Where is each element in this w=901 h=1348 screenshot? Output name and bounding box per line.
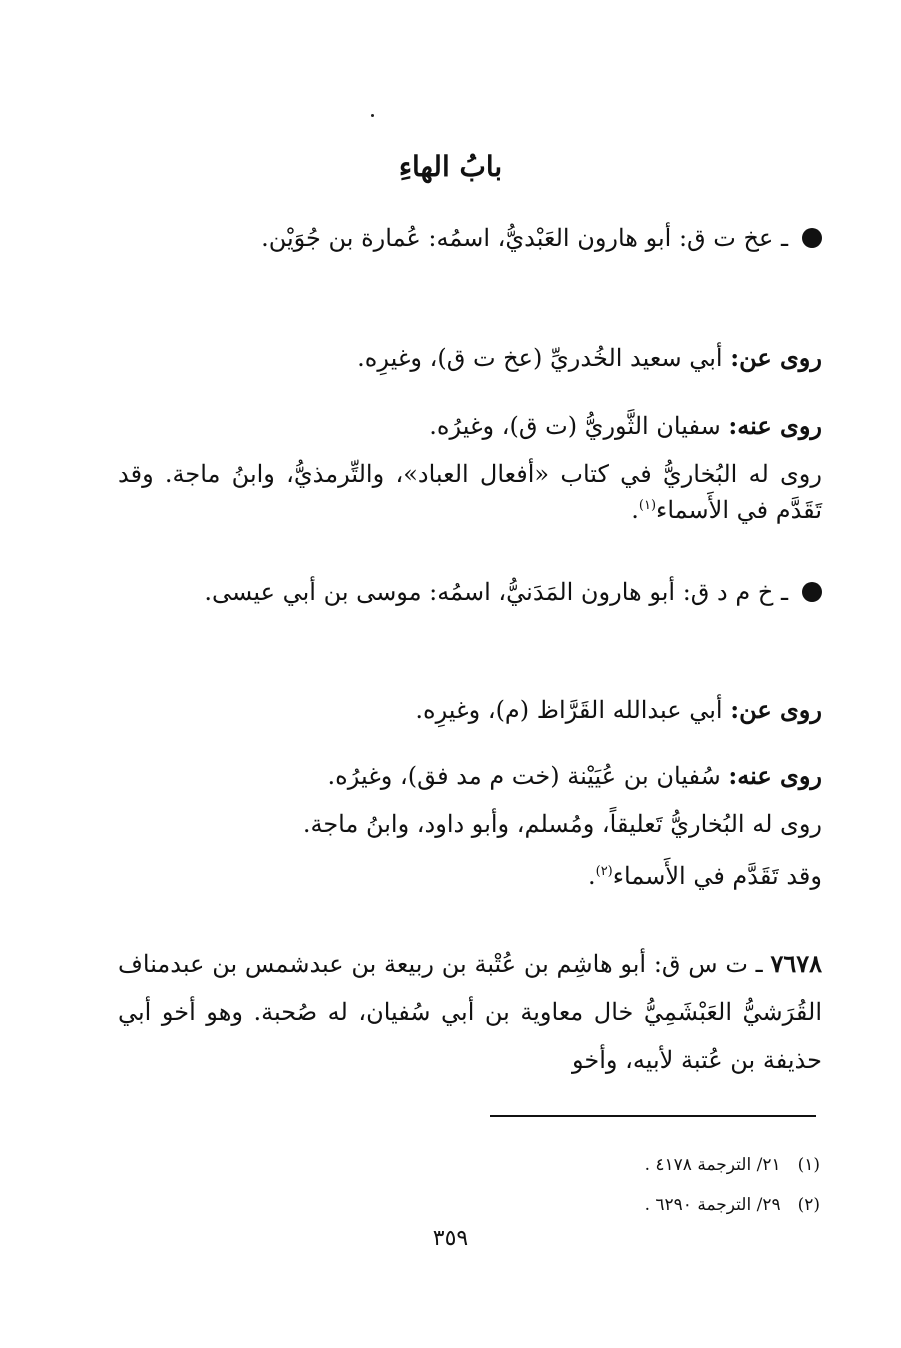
chapter-title: بابُ الهاءِ: [398, 150, 503, 183]
narration-line: وقد تَقَدَّم في الأَسماء$^{(٢)}$.: [587, 862, 822, 890]
footnote-number: (١): [797, 1155, 820, 1175]
entry-heading: [118, 574, 822, 610]
footnote: [470, 1145, 820, 1185]
narrated-from-label: روى عن:: [730, 343, 822, 372]
footnote: [470, 1185, 820, 1225]
entry-abu-harun-madani: [118, 574, 822, 610]
narrated-by-label: روى عنه:: [728, 411, 822, 440]
narration-text: روى له البُخاريُّ في كتاب «أفعال العباد»، والتِّرمذيُّ، وابنُ ماجة. وقد تَقَدَّم في الأَسماء: [118, 460, 822, 524]
bullet-icon: [802, 228, 822, 248]
narrated-by-text: سُفيان بن عُيَيْنة (خت م مد فق)، وغيرُه.: [327, 762, 721, 790]
footnote-text: ٢٩/ الترجمة ٦٢٩٠ .: [644, 1195, 781, 1215]
footnote-number: (٢): [797, 1195, 820, 1215]
narrated-from-line: [118, 340, 822, 376]
bullet-icon: [802, 582, 822, 602]
narration-text: وقد تَقَدَّم في الأَسماء: [612, 862, 822, 890]
footnote-text: ٢١/ الترجمة ٤١٧٨ .: [644, 1155, 781, 1175]
narrated-from-label: روى عن:: [730, 695, 822, 724]
entry-7678: [118, 940, 822, 1084]
entry-text: ـ ت س ق: أبو هاشِم بن عُتْبة بن ربيعة بن عبدشمس بن عبدمناف القُرَشيُّ العَبْشَمِيُّ خال معاوية بن أبي سُفيان، له صُحبة. وهو أخو أبي حذيفة بن عُتبة لأبيه، وأخو: [118, 950, 822, 1074]
entry-heading: [118, 220, 822, 256]
entry-heading-text: ـ خ م د ق: أبو هارون المَدَنيُّ، اسمُه: موسى بن أبي عيسى.: [204, 578, 788, 606]
footnotes: [470, 1145, 820, 1225]
entry-heading-text: ـ عخ ت ق: أبو هارون العَبْديُّ، اسمُه: عُمارة بن جُوَيْن.: [261, 224, 788, 252]
footnote-divider: [490, 1115, 816, 1117]
footnote-marker: (٢): [595, 864, 613, 879]
narration-paragraph: روى له البُخاريُّ في كتاب «أفعال العباد»، والتِّرمذيُّ، وابنُ ماجة. وقد تَقَدَّم في الأَسماء$^{(١)}$.: [118, 460, 822, 524]
speck-mark: [371, 114, 374, 117]
narrated-by-text: سفيان الثَّوريُّ (ت ق)، وغيرُه.: [429, 412, 721, 440]
entry-number: ٧٦٧٨: [770, 949, 822, 978]
page-number: ٣٥٩: [432, 1226, 469, 1251]
narrated-from-text: أبي سعيد الخُدريِّ (عخ ت ق)، وغيرِه.: [357, 344, 723, 372]
narrated-from-line: [118, 692, 822, 728]
narration-line: [118, 806, 822, 842]
narration-text: روى له البُخاريُّ تَعليقاً، ومُسلم، وأبو داود، وابنُ ماجة.: [302, 810, 822, 838]
narrated-by-label: روى عنه:: [728, 761, 822, 790]
narrated-from-text: أبي عبدالله القَرَّاظ (م)، وغيرِه.: [415, 696, 723, 724]
footnote-marker: (١): [638, 498, 657, 513]
narrated-by-line: [118, 408, 822, 444]
entry-abu-harun-abdi: [118, 220, 822, 256]
narrated-by-line: [118, 758, 822, 794]
